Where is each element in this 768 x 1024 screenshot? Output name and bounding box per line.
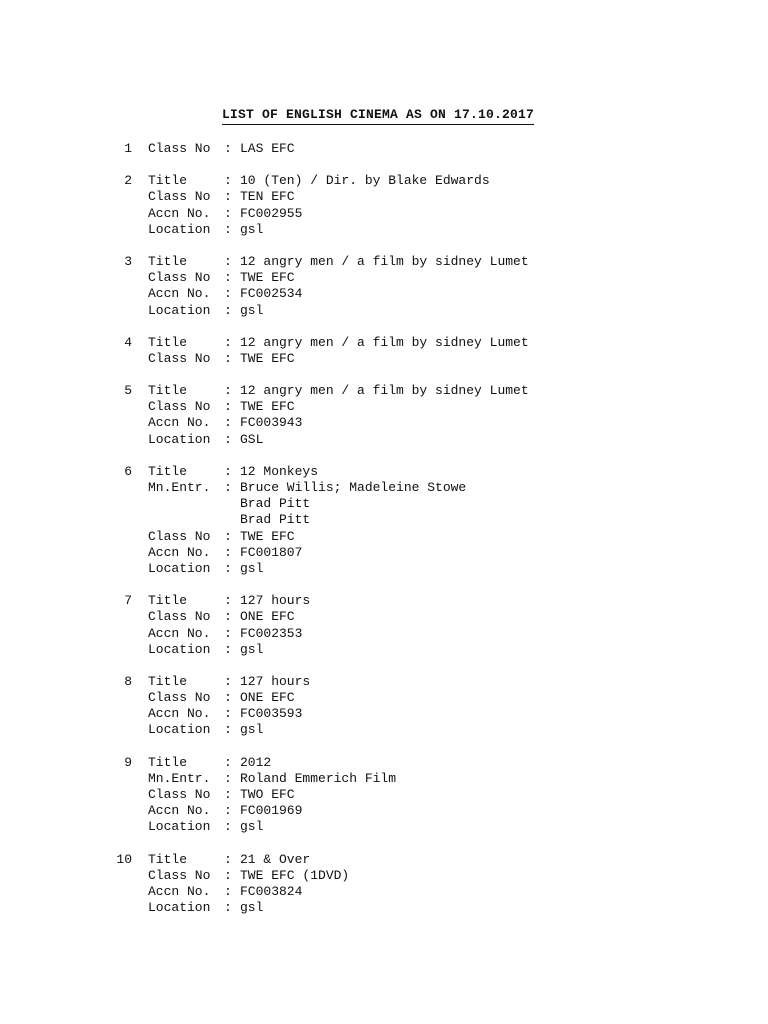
field-continuation: Brad Pitt bbox=[240, 496, 311, 512]
field-row bbox=[148, 545, 768, 561]
entry-number: 3 bbox=[124, 253, 132, 269]
field-label: Accn No. bbox=[148, 883, 211, 899]
field-row bbox=[148, 222, 768, 238]
list-item bbox=[0, 755, 768, 836]
field-label: Mn.Entr. bbox=[148, 480, 211, 495]
field-row bbox=[148, 852, 768, 868]
field-value: 12 Monkeys bbox=[240, 463, 319, 479]
field-value: TWE EFC bbox=[240, 350, 295, 366]
field-value: FC003593 bbox=[240, 706, 303, 722]
field-value: TWE EFC (1DVD) bbox=[240, 867, 350, 883]
field-label: Title bbox=[148, 334, 188, 350]
field-row bbox=[148, 254, 768, 270]
entry-fields bbox=[148, 674, 768, 739]
field-row bbox=[148, 722, 768, 738]
field-row bbox=[148, 189, 768, 205]
field-row bbox=[148, 270, 768, 286]
field-separator: : bbox=[224, 867, 232, 883]
field-separator: : bbox=[224, 560, 232, 576]
entry-fields bbox=[148, 254, 768, 319]
field-label: Class No bbox=[148, 270, 211, 286]
field-separator: : bbox=[224, 787, 232, 802]
field-label: Accn No. bbox=[148, 625, 211, 641]
field-separator: : bbox=[224, 141, 232, 156]
field-label: Class No bbox=[148, 399, 211, 415]
field-value: FC002534 bbox=[240, 286, 303, 302]
field-label: Class No bbox=[148, 690, 211, 706]
field-separator: : bbox=[224, 253, 232, 269]
field-row bbox=[148, 593, 768, 609]
field-separator: : bbox=[224, 609, 232, 625]
field-row bbox=[148, 206, 768, 222]
field-separator: : bbox=[224, 690, 232, 706]
field-row bbox=[148, 609, 768, 625]
field-value: 127 hours bbox=[240, 593, 311, 609]
field-label: Location bbox=[148, 431, 211, 447]
field-label: Class No bbox=[148, 787, 211, 802]
field-value: FC001969 bbox=[240, 803, 303, 819]
entry-number: 7 bbox=[124, 593, 132, 609]
field-label: Location bbox=[148, 560, 211, 576]
field-row bbox=[148, 819, 768, 835]
field-separator: : bbox=[224, 415, 232, 431]
field-value: gsl bbox=[240, 221, 264, 237]
field-value: 12 angry men / a film by sidney Lumet bbox=[240, 334, 529, 350]
field-row bbox=[148, 383, 768, 399]
field-separator: : bbox=[224, 286, 232, 302]
field-row bbox=[148, 480, 768, 496]
field-row bbox=[148, 141, 768, 157]
field-label: Title bbox=[148, 253, 188, 269]
field-separator: : bbox=[224, 625, 232, 641]
field-separator: : bbox=[224, 770, 232, 786]
field-value: 10 (Ten) / Dir. by Blake Edwards bbox=[240, 173, 490, 189]
field-separator: : bbox=[224, 641, 232, 657]
list-item bbox=[0, 383, 768, 448]
field-row bbox=[148, 173, 768, 189]
field-row bbox=[148, 900, 768, 916]
field-label: Accn No. bbox=[148, 415, 211, 431]
field-label: Location bbox=[148, 302, 211, 318]
entry-fields bbox=[148, 852, 768, 917]
field-separator: : bbox=[224, 883, 232, 899]
field-value: 21 & Over bbox=[240, 851, 311, 867]
field-row bbox=[148, 787, 768, 803]
field-separator: : bbox=[224, 528, 232, 544]
list-item bbox=[0, 141, 768, 157]
entry-number: 2 bbox=[124, 173, 132, 189]
field-label: Title bbox=[148, 593, 188, 609]
field-label: Class No bbox=[148, 528, 211, 544]
field-value: gsl bbox=[240, 560, 264, 576]
field-separator: : bbox=[224, 722, 232, 738]
field-row bbox=[148, 335, 768, 351]
field-label: Accn No. bbox=[148, 205, 211, 221]
entry-fields bbox=[148, 335, 768, 367]
field-value: gsl bbox=[240, 302, 264, 318]
entry-number: 6 bbox=[124, 463, 132, 479]
document-title: LIST OF ENGLISH CINEMA AS ON 17.10.2017 bbox=[222, 107, 534, 125]
field-value: 12 angry men / a film by sidney Lumet bbox=[240, 383, 529, 399]
field-value: 2012 bbox=[240, 754, 272, 770]
field-row bbox=[148, 884, 768, 900]
field-row bbox=[148, 771, 768, 787]
field-row bbox=[148, 803, 768, 819]
field-value: TWE EFC bbox=[240, 528, 295, 544]
entry-fields bbox=[148, 141, 768, 157]
field-label: Location bbox=[148, 722, 211, 738]
field-value: GSL bbox=[240, 431, 264, 447]
entry-number: 1 bbox=[124, 141, 132, 156]
field-separator: : bbox=[224, 463, 232, 479]
field-separator: : bbox=[224, 189, 232, 205]
field-value: FC002353 bbox=[240, 625, 303, 641]
field-label: Location bbox=[148, 641, 211, 657]
field-value: gsl bbox=[240, 722, 264, 738]
list-item bbox=[0, 674, 768, 739]
field-separator: : bbox=[224, 754, 232, 770]
list-item bbox=[0, 464, 768, 577]
field-label: Title bbox=[148, 173, 188, 189]
field-row bbox=[148, 561, 768, 577]
field-separator: : bbox=[224, 399, 232, 415]
field-separator: : bbox=[224, 431, 232, 447]
field-value: TWE EFC bbox=[240, 399, 295, 415]
field-separator: : bbox=[224, 673, 232, 689]
field-value: TEN EFC bbox=[240, 189, 295, 205]
field-separator: : bbox=[224, 851, 232, 867]
field-separator: : bbox=[224, 302, 232, 318]
field-label: Location bbox=[148, 819, 211, 835]
field-row bbox=[148, 415, 768, 431]
field-value: FC003824 bbox=[240, 883, 303, 899]
field-label: Class No bbox=[148, 350, 211, 366]
field-value: Roland Emmerich Film bbox=[240, 770, 397, 786]
field-label: Accn No. bbox=[148, 803, 211, 819]
list-item bbox=[0, 335, 768, 367]
field-row bbox=[148, 755, 768, 771]
field-value: gsl bbox=[240, 819, 264, 835]
field-label: Accn No. bbox=[148, 286, 211, 302]
field-row bbox=[148, 464, 768, 480]
field-label: Title bbox=[148, 851, 188, 867]
field-value: ONE EFC bbox=[240, 609, 295, 625]
field-separator: : bbox=[224, 819, 232, 835]
field-row bbox=[148, 868, 768, 884]
field-value: FC002955 bbox=[240, 205, 303, 221]
entry-list bbox=[0, 141, 768, 932]
field-separator: : bbox=[224, 270, 232, 286]
field-value: gsl bbox=[240, 641, 264, 657]
field-row bbox=[148, 286, 768, 302]
field-separator: : bbox=[224, 383, 232, 399]
list-item bbox=[0, 593, 768, 658]
field-separator: : bbox=[224, 334, 232, 350]
field-value: FC003943 bbox=[240, 415, 303, 431]
entry-fields bbox=[148, 173, 768, 238]
field-value: Bruce Willis; Madeleine Stowe bbox=[240, 480, 467, 495]
field-row bbox=[148, 626, 768, 642]
field-value: TWO EFC bbox=[240, 787, 295, 802]
field-label: Location bbox=[148, 900, 211, 916]
field-row bbox=[148, 399, 768, 415]
entry-fields bbox=[148, 593, 768, 658]
entry-number: 5 bbox=[124, 383, 132, 399]
entry-fields bbox=[148, 464, 768, 577]
field-row bbox=[148, 690, 768, 706]
entry-number: 8 bbox=[124, 673, 132, 689]
field-separator: : bbox=[224, 205, 232, 221]
list-item bbox=[0, 173, 768, 238]
field-value: 127 hours bbox=[240, 673, 311, 689]
field-row bbox=[148, 674, 768, 690]
field-separator: : bbox=[224, 803, 232, 819]
field-value: gsl bbox=[240, 900, 264, 916]
field-continuation: Brad Pitt bbox=[240, 512, 311, 528]
field-value: 12 angry men / a film by sidney Lumet bbox=[240, 253, 529, 269]
field-separator: : bbox=[224, 173, 232, 189]
field-separator: : bbox=[224, 593, 232, 609]
field-separator: : bbox=[224, 544, 232, 560]
field-row bbox=[148, 432, 768, 448]
field-row bbox=[148, 529, 768, 545]
field-separator: : bbox=[224, 900, 232, 916]
field-label: Title bbox=[148, 383, 188, 399]
field-label: Class No bbox=[148, 141, 211, 156]
field-label: Class No bbox=[148, 609, 211, 625]
field-label: Title bbox=[148, 754, 188, 770]
entry-number: 9 bbox=[124, 754, 132, 770]
field-value: ONE EFC bbox=[240, 690, 295, 706]
field-label: Class No bbox=[148, 189, 211, 205]
field-label: Class No bbox=[148, 867, 211, 883]
field-row bbox=[148, 303, 768, 319]
field-value: LAS EFC bbox=[240, 141, 295, 156]
list-item bbox=[0, 852, 768, 917]
field-label: Title bbox=[148, 463, 188, 479]
field-separator: : bbox=[224, 221, 232, 237]
field-row bbox=[148, 706, 768, 722]
field-value: TWE EFC bbox=[240, 270, 295, 286]
field-label: Mn.Entr. bbox=[148, 770, 211, 786]
entry-number: 4 bbox=[124, 334, 132, 350]
entry-fields bbox=[148, 383, 768, 448]
entry-fields bbox=[148, 755, 768, 836]
list-item bbox=[0, 254, 768, 319]
field-value: FC001807 bbox=[240, 544, 303, 560]
field-label: Location bbox=[148, 221, 211, 237]
field-row bbox=[148, 642, 768, 658]
field-row bbox=[148, 351, 768, 367]
field-separator: : bbox=[224, 350, 232, 366]
field-label: Title bbox=[148, 673, 188, 689]
field-separator: : bbox=[224, 480, 232, 495]
field-label: Accn No. bbox=[148, 706, 211, 722]
entry-number: 10 bbox=[116, 851, 132, 867]
field-label: Accn No. bbox=[148, 544, 211, 560]
field-separator: : bbox=[224, 706, 232, 722]
